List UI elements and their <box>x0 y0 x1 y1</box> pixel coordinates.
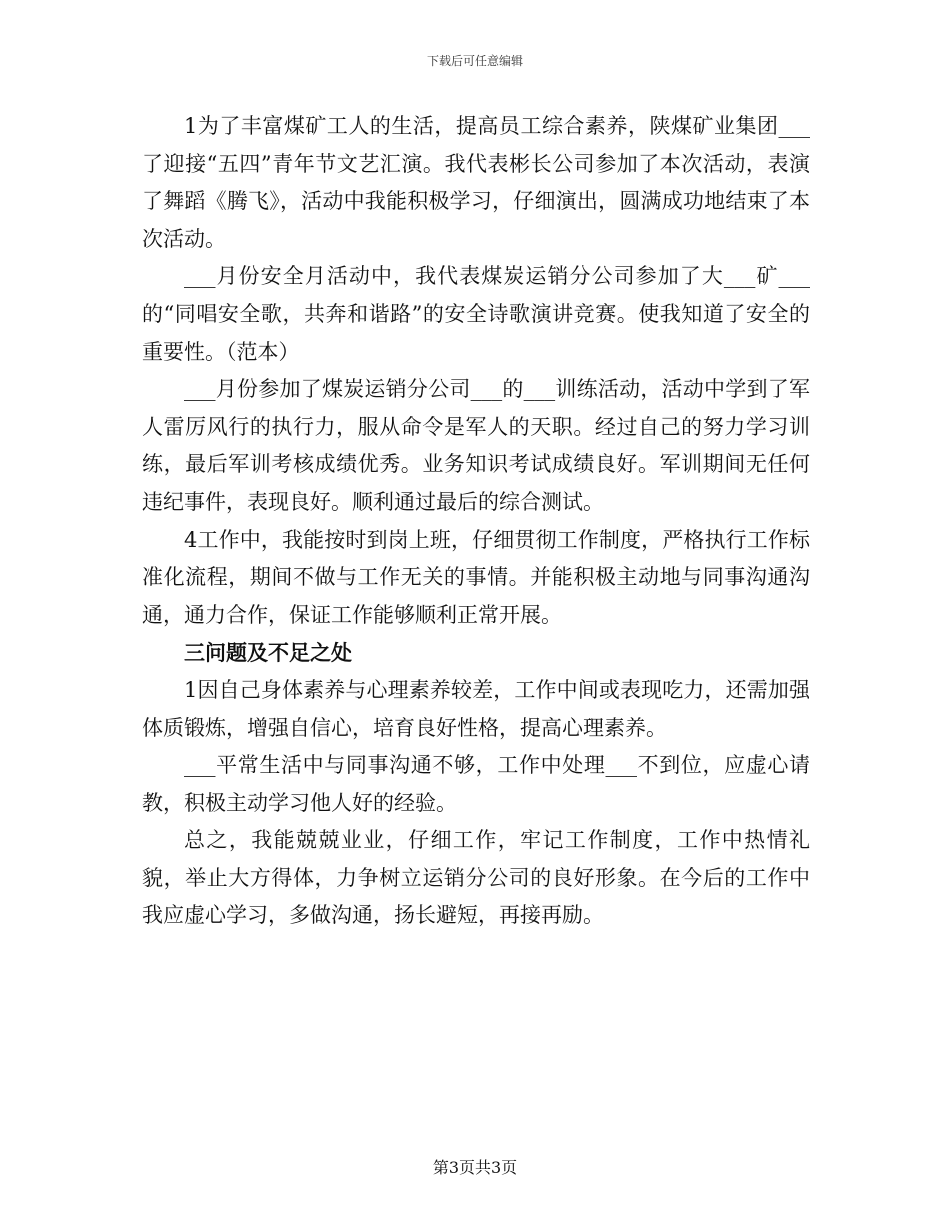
paragraph-problem-two: ___平常生活中与同事沟通不够，工作中处理___不到位，应虚心请教，积极主动学习他人好的经验。 <box>142 753 810 815</box>
page-header: 下载后可任意编辑 <box>426 54 523 68</box>
section-heading-problems: 三问题及不足之处 <box>184 640 352 666</box>
paragraph-activity-performance: 1为了丰富煤矿工人的生活，提高员工综合素养，陕煤矿业集团___了迎接“五四”青年节文艺汇演。我代表彬长公司参加了本次活动，表演了舞蹈《腾飞》，活动中我能积极学习，仔细演出，圆满成功地结束了本次活动。 <box>142 114 810 251</box>
paragraph-conclusion: 总之，我能兢兢业业，仔细工作，牢记工作制度，工作中热情礼貌，举止大方得体，力争树立运销分公司的良好形象。在今后的工作中我应虚心学习，多做沟通，扬长避短，再接再励。 <box>142 828 810 928</box>
document-body <box>142 108 810 935</box>
paragraph-problem-one: 1因自己身体素养与心理素养较差，工作中间或表现吃力，还需加强体质锻炼，增强自信心，培育良好性格，提高心理素养。 <box>142 677 810 740</box>
paragraph-work-conduct: 4工作中，我能按时到岗上班，仔细贯彻工作制度，严格执行工作标准化流程，期间不做与工作无关的事情。并能积极主动地与同事沟通沟通，通力合作，保证工作能够顺利正常开展。 <box>142 527 810 627</box>
paragraph-safety-month: ___月份安全月活动中，我代表煤炭运销分公司参加了大___矿___的“同唱安全歌，共奔和谐路”的安全诗歌演讲竞赛。使我知道了安全的重要性。（范本） <box>142 264 810 364</box>
paragraph-military-training: ___月份参加了煤炭运销分公司___的___训练活动，活动中学到了军人雷厉风行的执行力，服从命令是军人的天职。经过自己的努力学习训练，最后军训考核成绩优秀。业务知识考试成绩良好。军训期间无任何违纪事件，表现良好。顺利通过最后的综合测试。 <box>142 377 810 514</box>
page-number: 第3页共3页 <box>432 1158 518 1177</box>
